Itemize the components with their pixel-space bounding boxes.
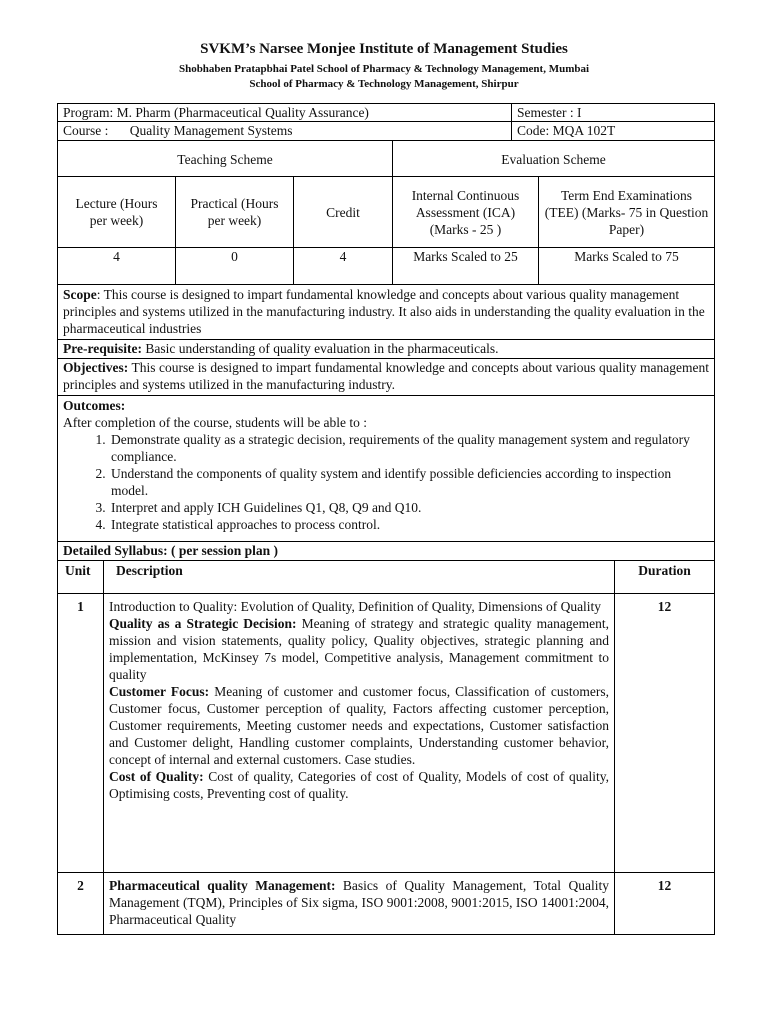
unit-1-intro: Introduction to Quality: Evolution of Quality, Definition of Quality, Dimensions of Quality	[109, 599, 602, 614]
practical-header: Practical (Hours per week)	[175, 176, 294, 248]
outcome-item: 1. Demonstrate quality as a strategic decision, requirements of the quality management system and regulatory compliance.	[109, 431, 709, 465]
credit-header: Credit	[293, 176, 393, 248]
duration-column-header: Duration	[614, 560, 715, 594]
scope-section	[57, 284, 715, 340]
semester-label: Semester :	[517, 105, 574, 120]
scope-label: Scope	[63, 287, 97, 302]
program-cell	[57, 103, 512, 122]
unit-1-section-customer-focus: Customer Focus: Meaning of customer and customer focus, Classification of customers, Customer focus, Customer perception of quality, Factors affecting customer perception, Customer requirements, Meeting customer needs and expectations, Customer satisfaction and Customer delight, Handling customer complaints, Understanding customer behavior, concept of internal and external customers. Case studies.	[109, 684, 609, 767]
tee-value: Marks Scaled to 75	[538, 247, 715, 285]
prerequisite-label: Pre-requisite:	[63, 341, 142, 356]
outcomes-section	[57, 395, 715, 542]
description-column-header: Description	[103, 560, 615, 594]
outcome-item: 4. Integrate statistical approaches to process control.	[109, 516, 709, 533]
program-value: M. Pharm (Pharmaceutical Quality Assurance)	[116, 105, 369, 120]
course-label: Course :	[63, 123, 109, 138]
course-value: Quality Management Systems	[129, 123, 293, 138]
unit-column-header: Unit	[57, 560, 104, 594]
evaluation-scheme-header: Evaluation Scheme	[392, 140, 715, 177]
prerequisite-section	[57, 339, 715, 359]
objectives-section	[57, 358, 715, 396]
tee-header: Term End Examinations (TEE) (Marks- 75 in Question Paper)	[538, 176, 715, 248]
outcome-item: 2. Understand the components of quality system and identify possible deficiencies according to inspection model.	[109, 465, 709, 499]
unit-1-number: 1	[57, 593, 104, 873]
unit-1-description	[103, 593, 615, 873]
objectives-text: This course is designed to impart fundamental knowledge and concepts about various quality management principles and systems utilized in the manufacturing industry.	[63, 360, 709, 392]
code-cell	[511, 121, 715, 141]
semester-cell	[511, 103, 715, 122]
practical-value: 0	[175, 247, 294, 285]
unit-2-duration: 12	[614, 872, 715, 935]
ica-value: Marks Scaled to 25	[392, 247, 539, 285]
outcomes-label: Outcomes:	[63, 398, 126, 413]
lecture-header: Lecture (Hours per week)	[57, 176, 176, 248]
unit-1-section-strategy: Quality as a Strategic Decision: Meaning of strategy and strategic quality management, mission and vision statements, quality policy, Quality objectives, strategic planning and implementation, McKinsey 7s model, Competitive analysis, Management commitment to quality	[109, 616, 609, 682]
semester-value: I	[577, 105, 582, 120]
unit-1-duration: 12	[614, 593, 715, 873]
program-label: Program:	[63, 105, 114, 120]
teaching-scheme-header: Teaching Scheme	[57, 140, 393, 177]
lecture-value: 4	[57, 247, 176, 285]
outcome-item: 3. Interpret and apply ICH Guidelines Q1, Q8, Q9 and Q10.	[109, 499, 709, 516]
scope-text: : This course is designed to impart fundamental knowledge and concepts about various quality management principles and systems utilized in the manufacturing industry. It also aids in understanding the quality evaluation in the pharmaceutical industries	[63, 287, 705, 336]
code-value: MQA 102T	[552, 123, 616, 138]
objectives-label: Objectives:	[63, 360, 129, 375]
outcomes-intro: After completion of the course, students will be able to :	[63, 415, 368, 430]
school-line-1: Shobhaben Pratapbhai Patel School of Pharmacy & Technology Management, Mumbai	[178, 63, 590, 75]
outcomes-list	[63, 431, 709, 533]
unit-2-number: 2	[57, 872, 104, 935]
unit-1-section-cost-of-quality: Cost of Quality: Cost of quality, Categories of cost of Quality, Models of cost of quality, Optimising costs, Preventing cost of quality.	[109, 769, 609, 801]
course-cell	[57, 121, 512, 141]
school-line-2: School of Pharmacy & Technology Management, Shirpur	[249, 78, 519, 90]
institute-title: SVKM’s Narsee Monjee Institute of Management Studies	[200, 41, 568, 57]
syllabus-title: Detailed Syllabus: ( per session plan )	[57, 541, 715, 561]
unit-2-description: Pharmaceutical quality Management: Basics of Quality Management, Total Quality Management (TQM), Principles of Six sigma, ISO 9001:2008, 9001:2015, ISO 14001:2004, Pharmaceutical Quality	[103, 872, 615, 935]
ica-header: Internal Continuous Assessment (ICA) (Marks - 25 )	[392, 176, 539, 248]
code-label: Code:	[517, 123, 550, 138]
credit-value: 4	[293, 247, 393, 285]
prerequisite-text: Basic understanding of quality evaluation in the pharmaceuticals.	[141, 341, 499, 356]
